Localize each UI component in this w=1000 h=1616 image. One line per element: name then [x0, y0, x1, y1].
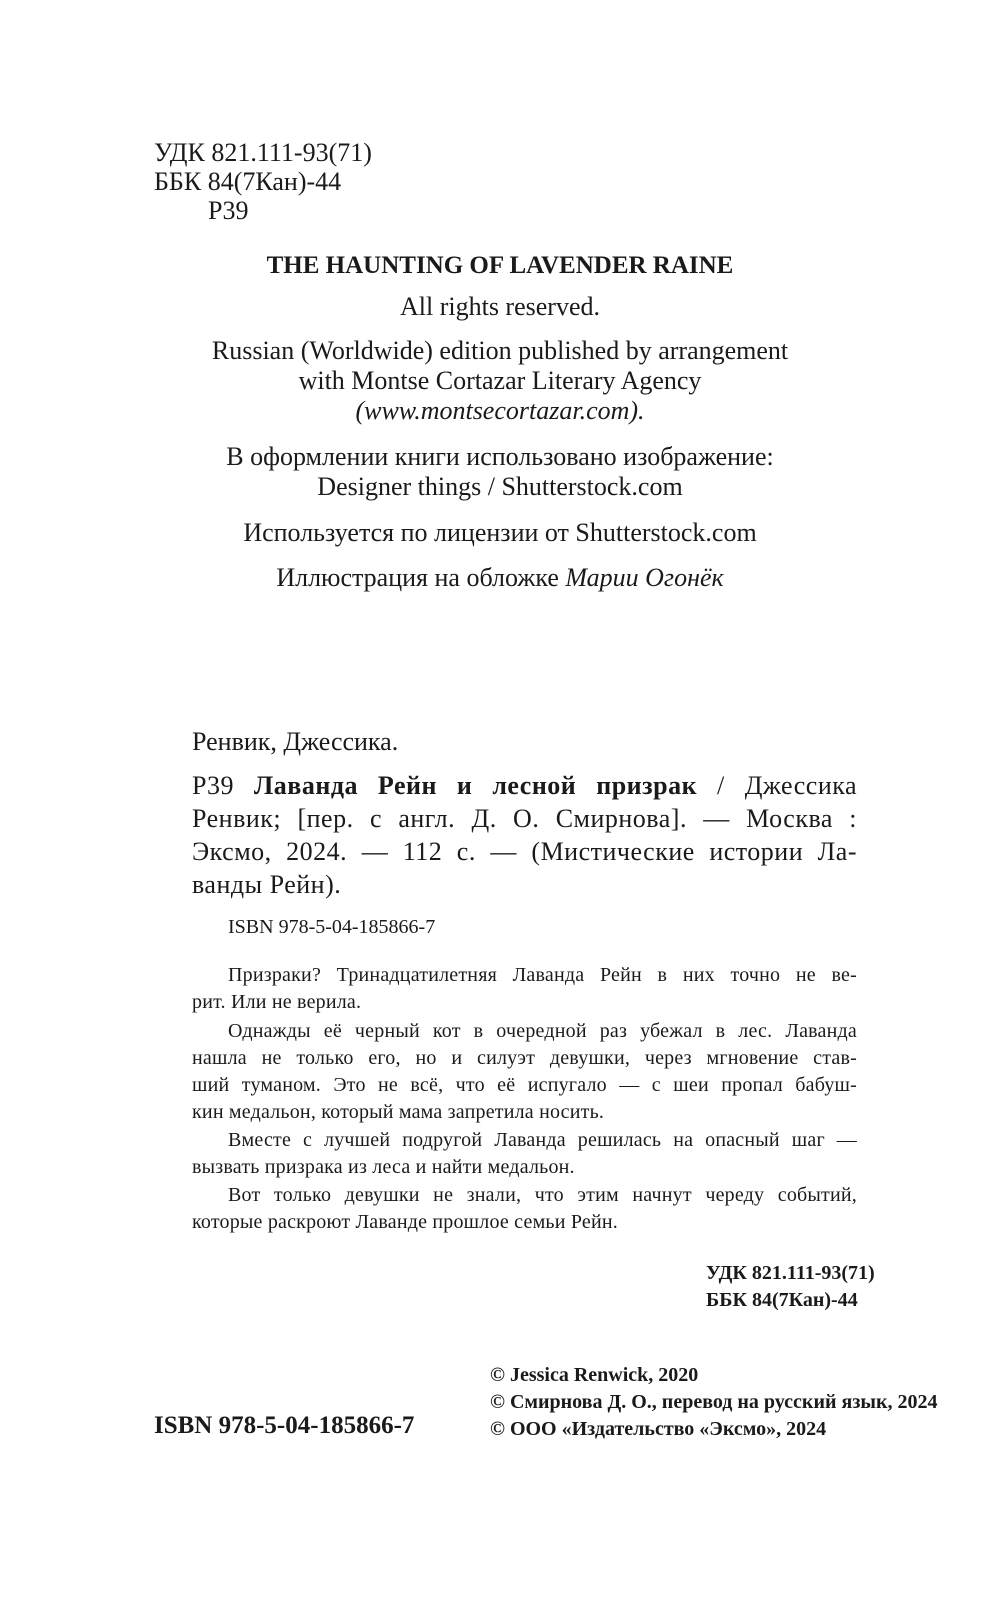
edition-line-2: with Montse Cortazar Literary Agency: [298, 366, 702, 395]
footer-bbk-code: ББК 84(7Кан)-44: [706, 1289, 858, 1311]
annotation-p3-line-2: вызвать призрака из леса и найти медальон.: [192, 1156, 575, 1178]
annotation-p3-line-1: Вместе с лучшей подругой Лаванда решилась на опасный шаг —: [228, 1129, 857, 1151]
annotation-p2-line-2: нашла не только его, но и силуэт девушки, через мгновение став-: [192, 1047, 857, 1069]
catalog-entry-line-1: [192, 771, 857, 801]
illustrator-name: Марии Огонёк: [565, 563, 724, 592]
catalog-entry-line-1-rest: / Джессика: [717, 771, 858, 800]
annotation-p4-line-1: Вот только девушки не знали, что этим начнут череду событий,: [228, 1184, 857, 1206]
copyright-translation: © Смирнова Д. О., перевод на русский язык, 2024: [490, 1391, 938, 1413]
annotation-p2-line-1: Однажды её черный кот в очередной раз убежал в лес. Лаванда: [228, 1020, 857, 1042]
annotation-p2-line-3: ший туманом. Это не всё, что её испугало — с шеи пропал бабуш-: [192, 1074, 857, 1096]
annotation-p2-line-4: кин медальон, который мама запретила носить.: [192, 1101, 605, 1123]
copyright-author: © Jessica Renwick, 2020: [490, 1364, 699, 1386]
annotation-p1-line-2: рит. Или не верила.: [192, 991, 362, 1013]
catalog-author-heading: Ренвик, Джессика.: [192, 727, 399, 756]
copyright-publisher: © ООО «Издательство «Эксмо», 2024: [490, 1418, 827, 1440]
license-line: Используется по лицензии от Shutterstock.com: [243, 518, 757, 547]
edition-line-1: Russian (Worldwide) edition published by arrangement: [211, 336, 789, 365]
catalog-entry-line-3: Эксмо, 2024. — 112 с. — (Мистические истории Ла-: [192, 837, 857, 866]
catalog-book-title: Лаванда Рейн и лесной призрак: [253, 771, 698, 800]
catalog-entry-line-4: ванды Рейн).: [192, 870, 342, 899]
annotation-p4-line-2: которые раскроют Лаванде прошлое семьи Рейн.: [192, 1211, 618, 1233]
illustration-credit: [0, 563, 1000, 593]
original-title: THE HAUNTING OF LAVENDER RAINE: [266, 252, 734, 279]
catalog-entry-mark: Р39: [192, 771, 234, 800]
annotation-p1-line-1: Призраки? Тринадцатилетняя Лаванда Рейн в них точно не ве-: [228, 964, 857, 986]
catalog-entry-line-2: Ренвик; [пер. с англ. Д. О. Смирнова]. — Москва :: [192, 804, 857, 833]
catalog-isbn: ISBN 978-5-04-185866-7: [228, 916, 436, 938]
agency-url: (www.montsecortazar.com).: [355, 396, 645, 425]
bbk-code: ББК 84(7Кан)-44: [154, 167, 342, 196]
isbn: ISBN 978-5-04-185866-7: [154, 1412, 415, 1439]
design-credit-line-1: В оформлении книги использовано изображение:: [226, 442, 774, 471]
rights-reserved: All rights reserved.: [399, 292, 600, 321]
design-credit-line-2: Designer things / Shutterstock.com: [317, 472, 683, 501]
udk-code: УДК 821.111-93(71): [154, 138, 372, 167]
author-mark: Р39: [208, 196, 249, 225]
illustration-prefix: Иллюстрация на обложке: [276, 563, 559, 592]
footer-udk-code: УДК 821.111-93(71): [706, 1262, 875, 1284]
